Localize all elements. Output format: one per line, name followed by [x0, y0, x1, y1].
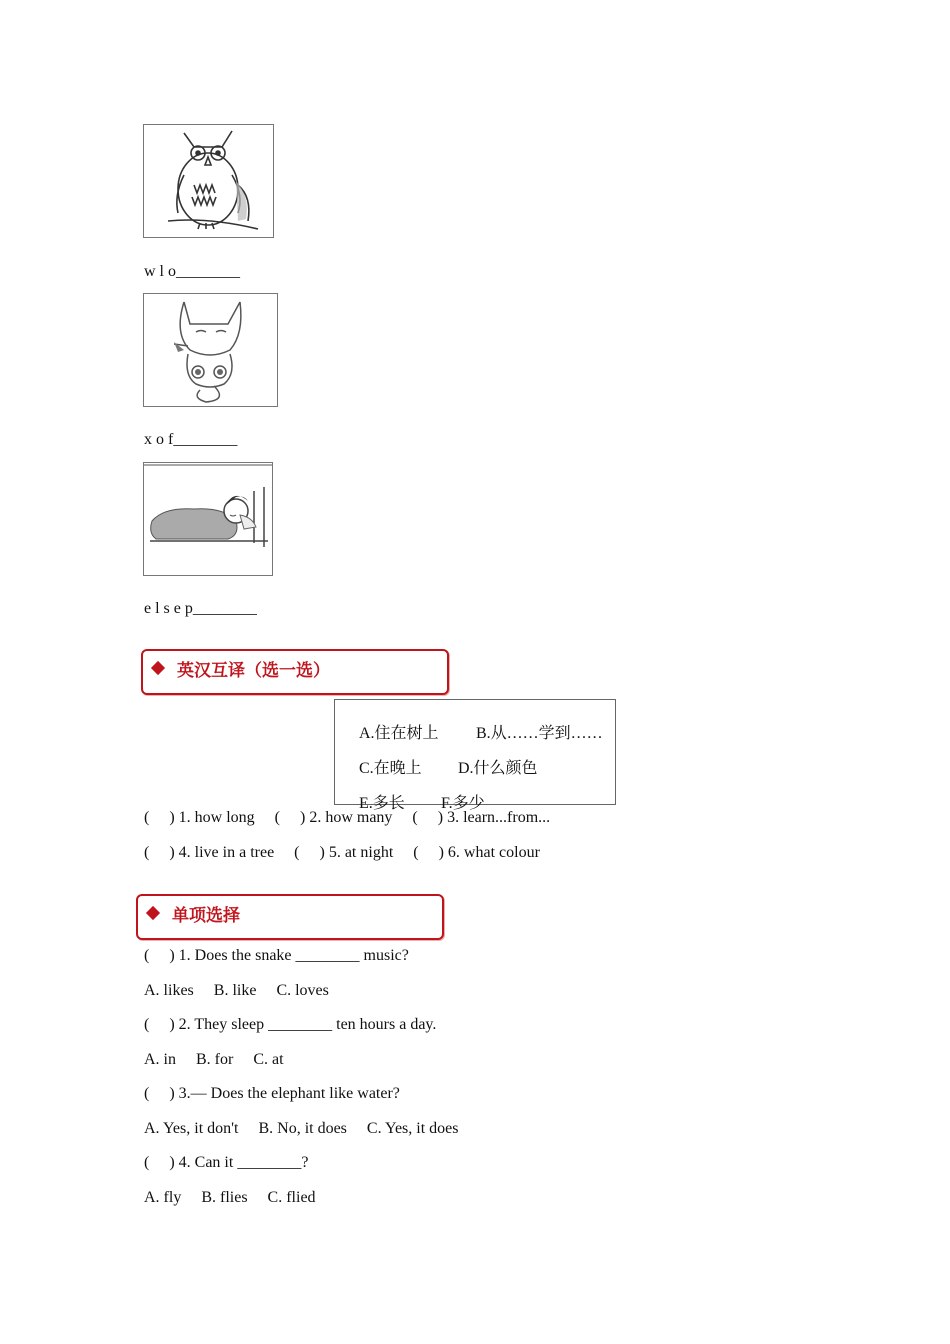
question-4: ( ) 4. Can it ________?: [144, 1154, 309, 1171]
question-1: ( ) 1. Does the snake ________ music?: [144, 947, 409, 964]
question-3-choices: A. Yes, it don't B. No, it does C. Yes, it does: [144, 1120, 459, 1137]
option-e: E.多长: [359, 795, 405, 812]
question-3: ( ) 3.— Does the elephant like water?: [144, 1085, 400, 1102]
translation-options-box: [334, 699, 616, 812]
diamond-icon: [151, 661, 165, 675]
owl-icon: [144, 125, 273, 237]
word-prompt-sleep: e l s e p________: [144, 600, 257, 617]
diamond-icon: [146, 906, 160, 920]
question-1-choices: A. likes B. like C. loves: [144, 982, 329, 999]
fox-picture: [143, 293, 278, 407]
section-title-translation: 英汉互译（选一选）: [177, 661, 330, 681]
option-c: C.在晚上: [359, 760, 422, 777]
owl-picture: [143, 124, 274, 238]
translation-question-row-2: ( ) 4. live in a tree ( ) 5. at night ( ) 6. what colour: [144, 844, 540, 861]
question-4-choices: A. fly B. flies C. flied: [144, 1189, 316, 1206]
section-banner-multiple-choice: [136, 894, 444, 940]
question-2: ( ) 2. They sleep ________ ten hours a day.: [144, 1016, 437, 1033]
option-a: A.住在树上: [359, 725, 439, 742]
translation-question-row-1: ( ) 1. how long ( ) 2. how many ( ) 3. learn...from...: [144, 809, 551, 826]
option-b: B.从……学到……: [476, 725, 603, 742]
sleeping-child-picture: [143, 462, 273, 576]
option-f: F.多少: [441, 795, 485, 812]
question-2-choices: A. in B. for C. at: [144, 1051, 284, 1068]
section-title-multiple-choice: 单项选择: [172, 906, 240, 926]
fox-icon: [144, 294, 277, 406]
word-prompt-owl: w l o________: [144, 263, 240, 280]
sleeping-child-icon: [144, 463, 272, 575]
option-d: D.什么颜色: [458, 760, 538, 777]
word-prompt-fox: x o f________: [144, 431, 238, 448]
section-banner-translation: [141, 649, 449, 695]
